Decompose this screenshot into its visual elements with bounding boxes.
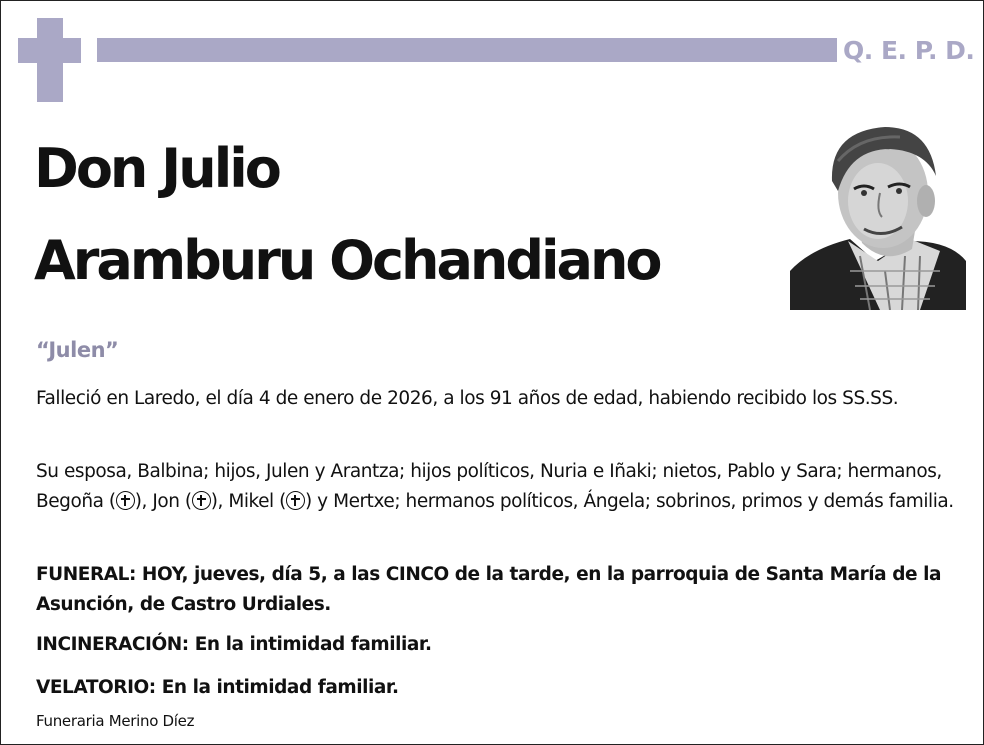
deceased-photo bbox=[790, 121, 966, 310]
incineration-info: INCINERACIÓN: En la intimidad familiar. bbox=[36, 634, 432, 655]
funeral-home: Funeraria Merino Díez bbox=[36, 712, 195, 730]
wake-info: VELATORIO: En la intimidad familiar. bbox=[36, 677, 399, 698]
funeral-info: FUNERAL: HOY, jueves, día 5, a las CINCO de la tarde, en la parroquia de Santa María de la Asunción, de Castro Urdiales. bbox=[36, 564, 942, 615]
family-list: Su esposa, Balbina; hijos, Julen y Arantza; hijos políticos, Nuria e Iñaki; nietos, Pablo y Sara; hermanos, Begoña ( ), Jon ( ), Mikel ( ) y Mertxe; hermanos políticos, Ángela; sobrinos, primos y demás familia. bbox=[36, 461, 954, 512]
header-bar bbox=[97, 38, 837, 62]
deceased-name-line2: Aramburu Ochandiano bbox=[34, 229, 660, 292]
qepd-label: Q. E. P. D. bbox=[843, 36, 975, 65]
circled-cross-icon bbox=[192, 491, 211, 510]
deceased-name-line1: Don Julio bbox=[34, 137, 279, 200]
circled-cross-icon bbox=[286, 491, 305, 510]
nickname: “Julen” bbox=[36, 338, 119, 362]
death-notice: Falleció en Laredo, el día 4 de enero de 2026, a los 91 años de edad, habiendo recibido los SS.SS. bbox=[36, 388, 899, 409]
circled-cross-icon bbox=[116, 491, 135, 510]
